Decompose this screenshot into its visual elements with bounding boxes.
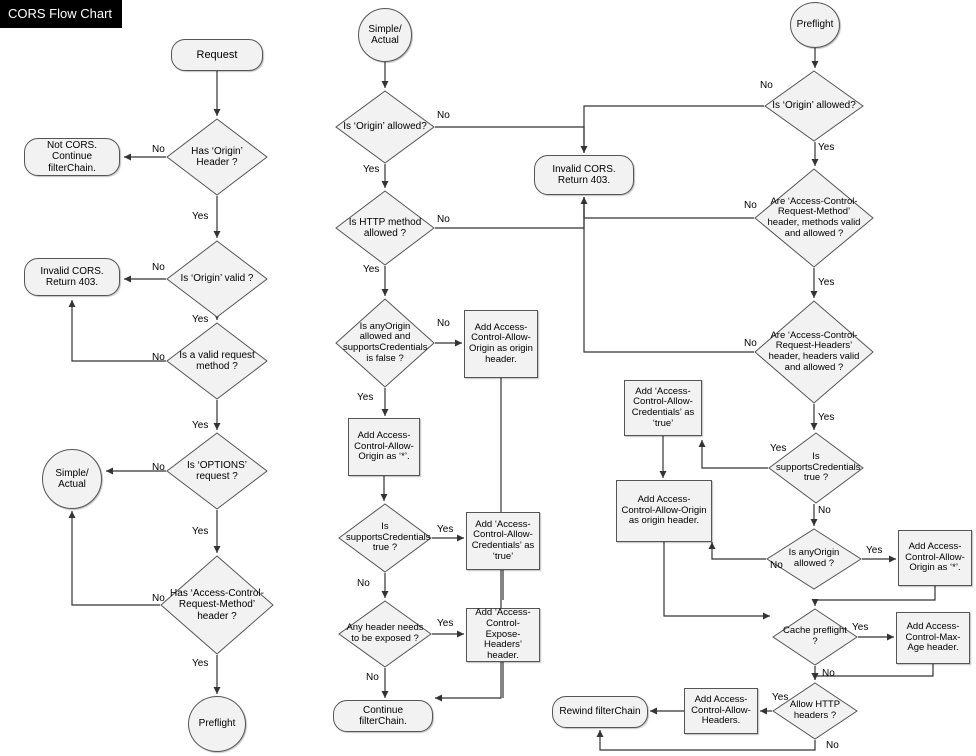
edge-label: No <box>357 578 370 589</box>
edge-label: Yes <box>192 314 209 325</box>
decision-node[interactable] <box>766 528 862 590</box>
edge-label: Yes <box>357 392 374 403</box>
node-label: Is ‘Origin’ valid ? <box>180 273 254 285</box>
terminal-node[interactable] <box>534 155 634 195</box>
decision-node[interactable] <box>160 555 274 655</box>
node-label: Is supportsCredentials true ? <box>346 521 431 554</box>
edge-label: Yes <box>192 420 209 431</box>
node-label: Cache preflight ? <box>783 625 847 647</box>
edge-label: Yes <box>192 211 209 222</box>
decision-node[interactable] <box>772 682 858 740</box>
edge-label: Yes <box>192 526 209 537</box>
process-node[interactable] <box>624 380 702 436</box>
edge-label: Yes <box>437 618 454 629</box>
node-label: Add Access-Control-Max-Age header. <box>905 621 961 654</box>
decision-node[interactable] <box>166 240 268 318</box>
edge-label: No <box>760 80 773 91</box>
node-label: Has ‘Origin’ Header ? <box>191 145 243 168</box>
node-label: Invalid CORS. Return 403. <box>40 265 104 288</box>
node-label: Is anyOrigin allowed and supportsCredentials is false ? <box>343 320 428 364</box>
node-label: Continue filterChain. <box>359 704 407 727</box>
edge-label: Yes <box>363 264 380 275</box>
edge-label: No <box>818 505 831 516</box>
edge-label: Yes <box>770 443 787 454</box>
edge-label: No <box>822 668 835 679</box>
terminal-node[interactable] <box>552 696 648 728</box>
edge-label: Yes <box>192 658 209 669</box>
decision-node[interactable] <box>338 600 432 668</box>
node-label: Add ‘Access-Control-Allow-Credentials’ as ‘true’ <box>631 385 695 429</box>
decision-node[interactable] <box>338 503 432 573</box>
decision-node[interactable] <box>754 168 874 268</box>
terminal-node[interactable] <box>188 696 246 752</box>
decision-node[interactable] <box>166 432 268 510</box>
terminal-node[interactable] <box>358 8 412 62</box>
terminal-node[interactable] <box>790 2 840 48</box>
edge-label: Yes <box>866 545 883 556</box>
node-label: Rewind filterChain <box>559 706 641 718</box>
decision-node[interactable] <box>754 300 874 404</box>
node-label: Add ‘Access-Control-Expose-Headers’ header. <box>475 607 531 661</box>
edge-label: No <box>152 352 165 363</box>
node-label: Simple/ Actual <box>368 23 402 46</box>
node-label: Request <box>196 48 238 61</box>
node-label: Add Access-Control-Allow-Origin as origin header. <box>469 321 533 365</box>
decision-node[interactable] <box>335 90 435 164</box>
node-label: Add ‘Access-Control-Allow-Credentials’ as ‘true’ <box>471 518 535 562</box>
edge-label: Yes <box>818 277 835 288</box>
edge-label: No <box>366 672 379 683</box>
edge-label: No <box>152 593 165 604</box>
process-node[interactable] <box>348 418 420 476</box>
node-label: Simple/ Actual <box>55 467 89 490</box>
edge-label: No <box>744 200 757 211</box>
edge-label: No <box>826 740 839 751</box>
edge-label: No <box>152 262 165 273</box>
node-label: Preflight <box>198 718 236 730</box>
decision-node[interactable] <box>764 70 864 142</box>
decision-node[interactable] <box>166 322 268 400</box>
node-label: Add Access-Control-Allow-Headers. <box>691 694 751 727</box>
node-label: Are ‘Access-Control-Request-Headers’ header, headers valid and allowed ? <box>768 329 860 373</box>
edge-label: Yes <box>852 622 869 633</box>
decision-node[interactable] <box>166 118 268 196</box>
node-label: Allow HTTP headers ? <box>789 699 841 721</box>
terminal-node[interactable] <box>24 258 120 296</box>
process-node[interactable] <box>684 688 758 734</box>
process-node[interactable] <box>616 480 712 542</box>
edge-label: No <box>437 110 450 121</box>
edge-label: No <box>770 560 783 571</box>
edge-label: Yes <box>818 412 835 423</box>
terminal-node[interactable] <box>42 449 102 509</box>
edge-label: No <box>437 214 450 225</box>
edge-label: Yes <box>772 692 789 703</box>
terminal-node[interactable] <box>333 700 433 732</box>
node-label: Add Access-Control-Allow-Origin as ‘*’. <box>905 541 965 574</box>
node-label: Is ‘Origin’ allowed? <box>343 121 427 133</box>
edge-label: Yes <box>818 142 835 153</box>
process-node[interactable] <box>898 530 972 586</box>
node-label: Add Access-Control-Allow-Origin as origin header. <box>621 494 707 527</box>
process-node[interactable] <box>896 612 970 664</box>
chart-title: CORS Flow Chart <box>0 0 122 28</box>
node-label: Add Access-Control-Allow-Origin as ‘*’. <box>354 430 414 463</box>
node-label: Is a valid request method ? <box>179 349 255 372</box>
edge-label: No <box>437 318 450 329</box>
node-label: Any header needs to be exposed ? <box>346 622 424 644</box>
node-label: Not CORS. Continue filterChain. <box>46 140 97 174</box>
node-label: Is anyOrigin allowed ? <box>788 547 840 569</box>
edge-label: Yes <box>437 524 454 535</box>
edge-label: No <box>152 144 165 155</box>
node-label: Are ‘Access-Control-Request-Method’ header, methods valid and allowed ? <box>767 195 861 239</box>
node-label: Invalid CORS. Return 403. <box>552 163 616 186</box>
node-label: Is HTTP method allowed ? <box>348 216 422 239</box>
process-node[interactable] <box>466 608 540 662</box>
edge-label: No <box>744 338 757 349</box>
node-label: Preflight <box>796 19 834 31</box>
edge-label: No <box>152 462 165 473</box>
decision-node[interactable] <box>335 190 435 266</box>
edge-label: Yes <box>363 164 380 175</box>
terminal-node[interactable] <box>171 39 263 71</box>
node-label: Is supportsCredentials true ? <box>776 451 861 484</box>
terminal-node[interactable] <box>24 138 120 176</box>
decision-node[interactable] <box>335 298 435 388</box>
process-node[interactable] <box>464 310 538 378</box>
decision-node[interactable] <box>772 608 858 666</box>
process-node[interactable] <box>466 512 540 570</box>
node-label: Has ‘Access-Control-Request-Method’ header ? <box>170 588 264 622</box>
node-label: Is ‘OPTIONS’ request ? <box>186 459 247 482</box>
node-label: Is ‘Origin’ allowed? <box>772 100 856 112</box>
